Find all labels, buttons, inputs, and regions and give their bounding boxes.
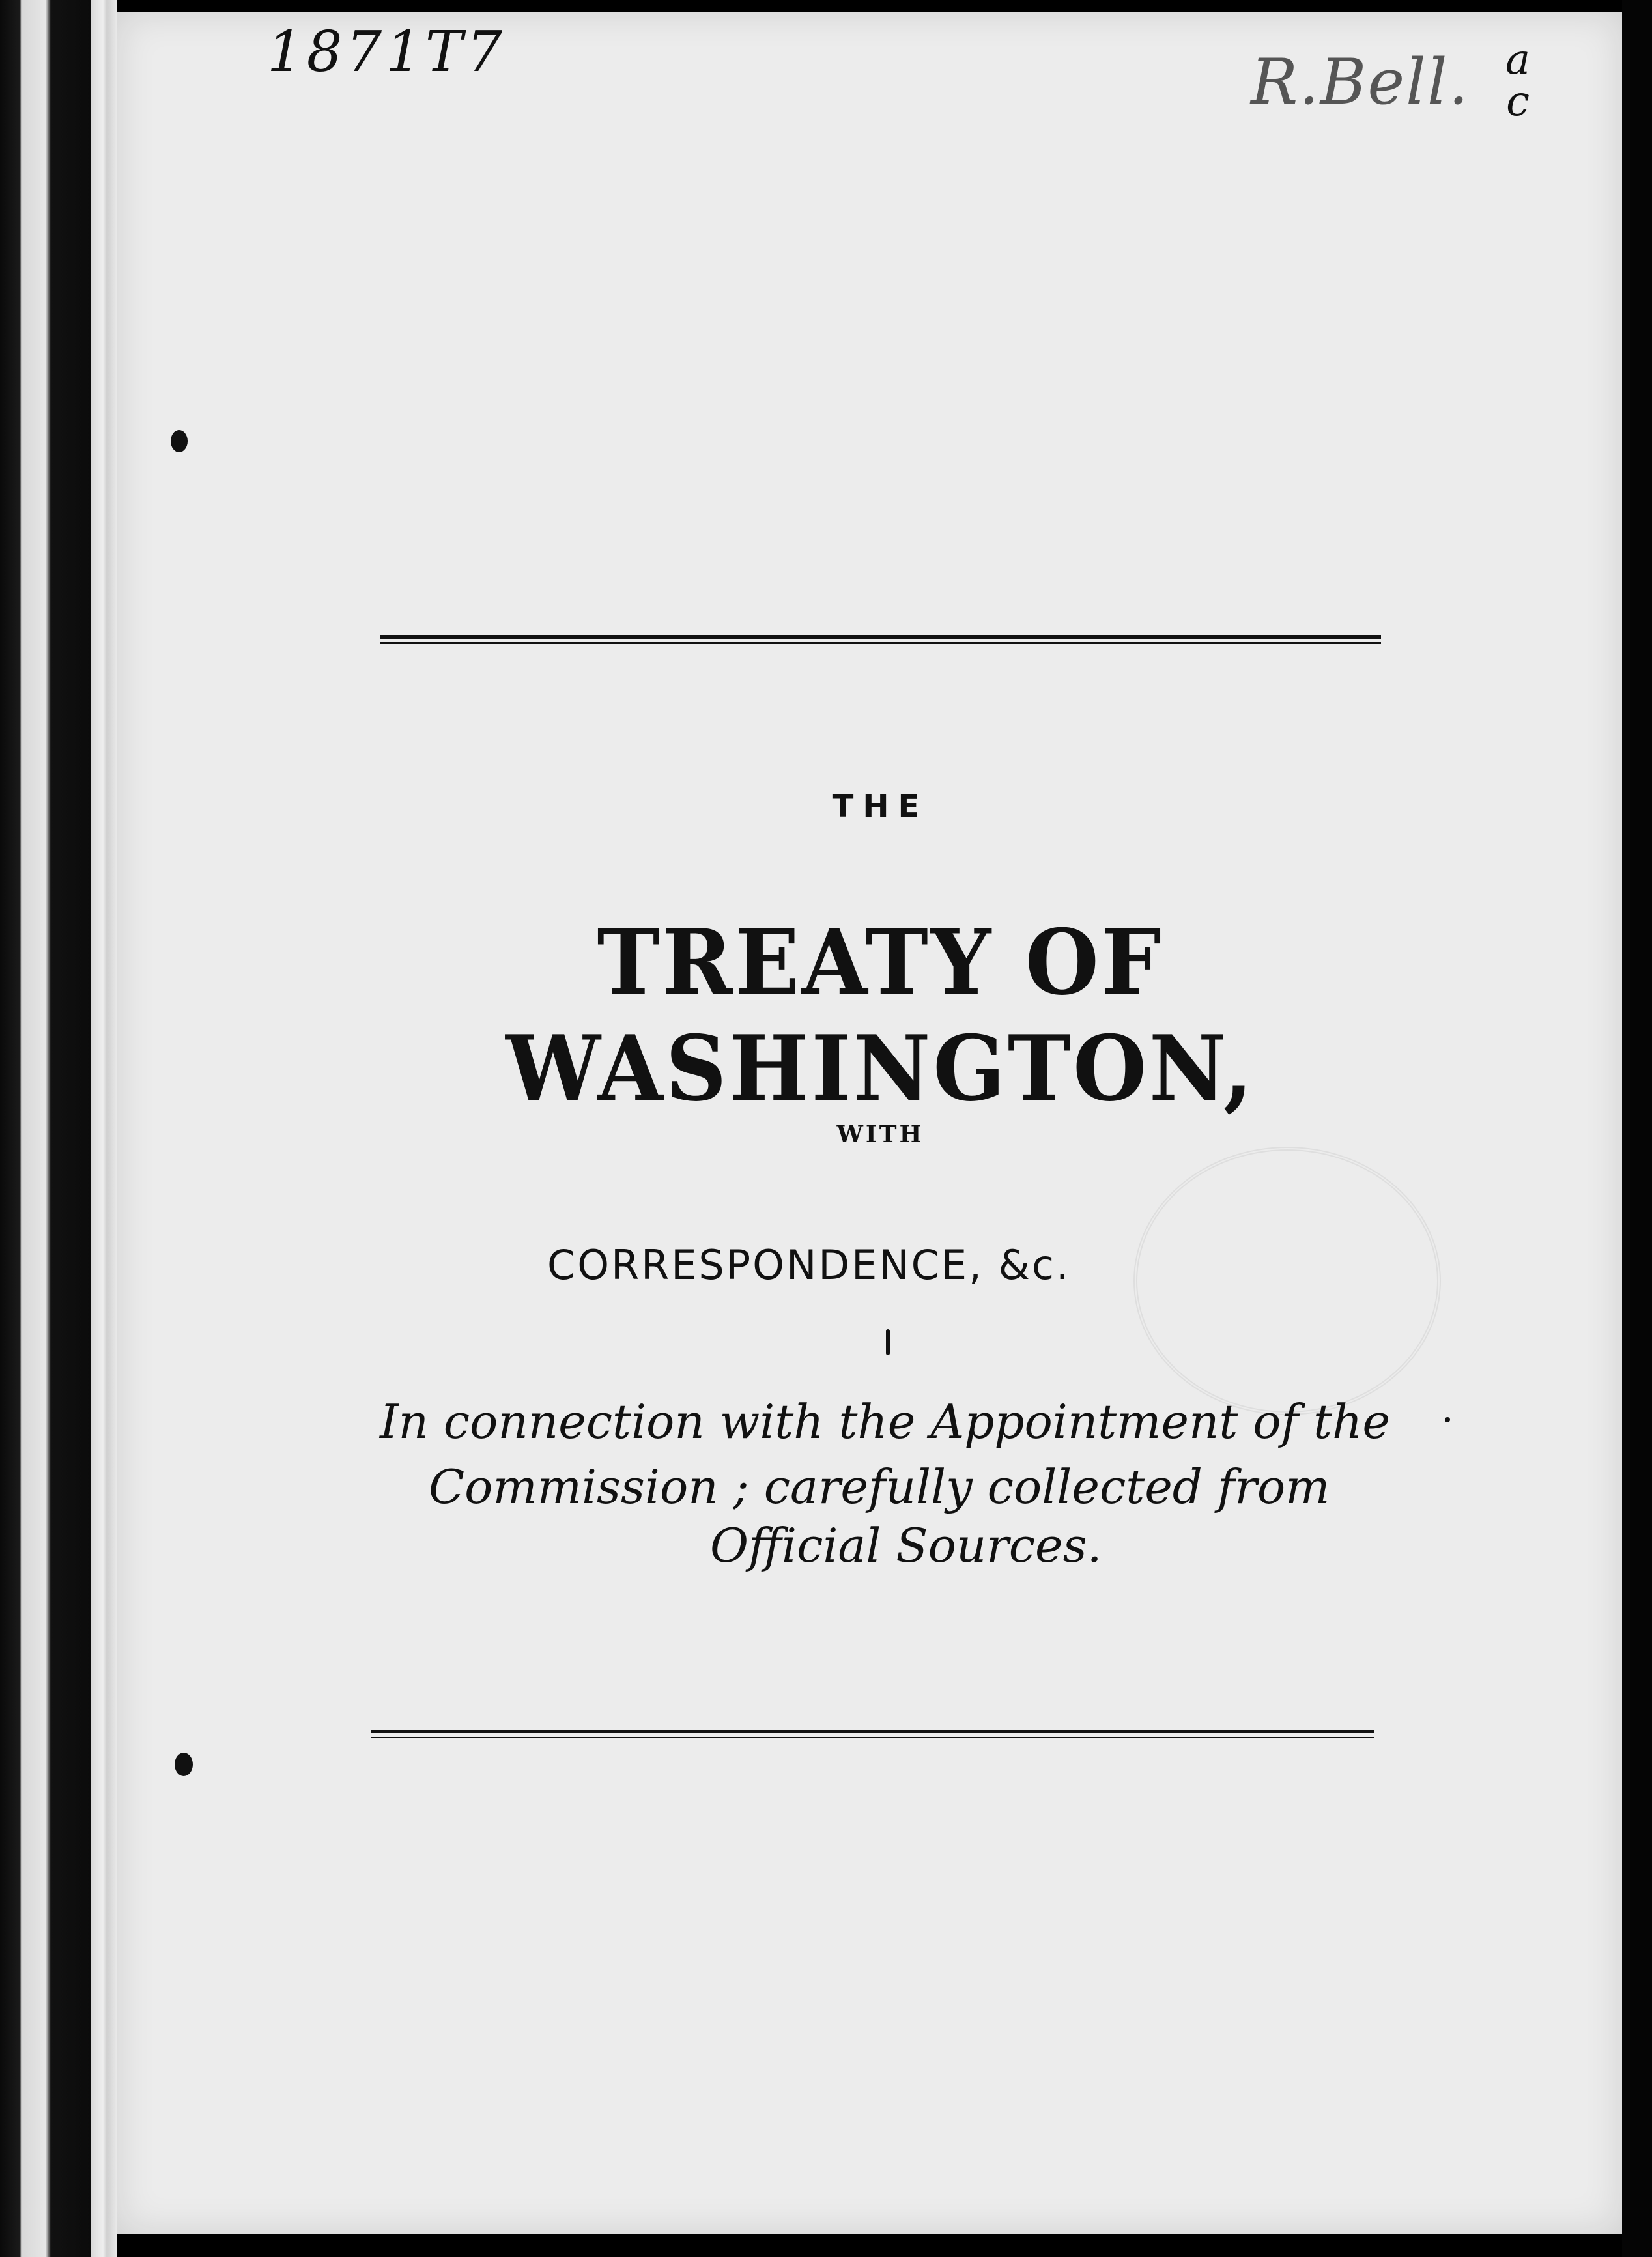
page-right-edge xyxy=(1622,0,1652,2257)
main-title: TREATY OF WASHINGTON, xyxy=(506,909,1255,1121)
ink-speck xyxy=(1445,1417,1450,1422)
handwritten-mark: a c xyxy=(1505,36,1531,126)
binding-edge xyxy=(91,0,117,2257)
faded-library-seal xyxy=(1133,1147,1441,1415)
top-double-rule xyxy=(380,635,1381,639)
subtitle-line-2: Commission ; carefully collected from xyxy=(429,1459,1330,1514)
ink-speck xyxy=(171,430,188,452)
title-correspondence: CORRESPONDENCE, &c. xyxy=(547,1241,1071,1289)
ink-speck xyxy=(175,1753,193,1776)
book-spine xyxy=(0,0,91,2257)
handwritten-call-number: 1871T7 xyxy=(267,20,506,85)
bottom-double-rule xyxy=(371,1730,1374,1733)
subtitle-line-3: Official Sources. xyxy=(710,1518,1102,1573)
title-article: THE xyxy=(832,788,929,825)
ink-speck xyxy=(886,1329,890,1355)
title-with: WITH xyxy=(836,1121,924,1148)
handwritten-owner-signature: R.Bell. xyxy=(1251,46,1470,119)
subtitle-line-1: In connection with the Appointment of the xyxy=(380,1394,1390,1449)
